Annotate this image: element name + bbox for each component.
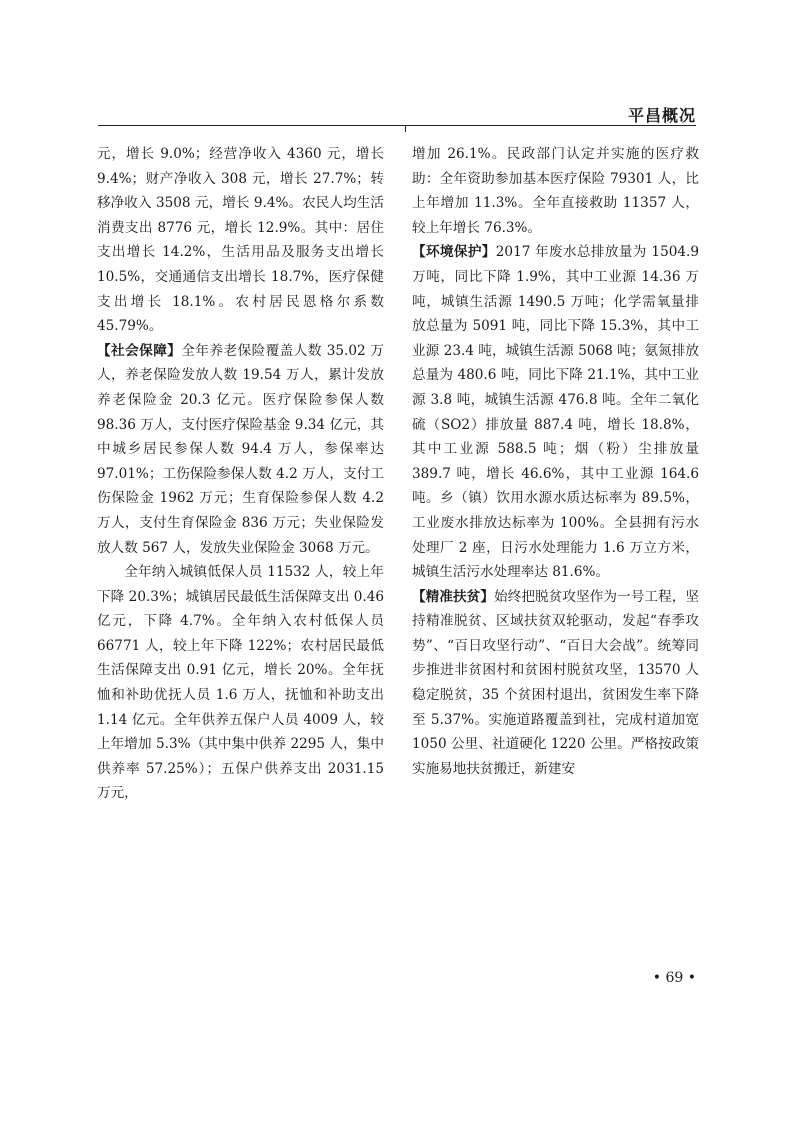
social-security-text: 全年养老保险覆盖人数 35.02 万人，养老保险发放人数 19.54 万人，累计发放养老保险金 20.3 亿元。医疗保险参保人数 98.36 万人，支付医疗保险基金 9.34 亿元，其中城乡居民参保人数 94.4 万人，参保率达 97.01%；工伤保险参保人数 4.2 万人，支付工伤保险金 1962 万元；生育保险参保人数 4.2 万人，支付生育保险金 836 万元；失业保险发放人数 567 人，发放失业保险金 3068 万元。 xyxy=(97,342,384,556)
page-number: • 69 • xyxy=(652,970,696,986)
poverty-alleviation-paragraph xyxy=(412,585,699,782)
environment-paragraph xyxy=(412,240,699,584)
environment-heading: 【环境保护】 xyxy=(412,244,496,261)
social-security-paragraph xyxy=(97,339,384,560)
header-rule xyxy=(98,125,696,126)
poverty-alleviation-text: 始终把脱贫攻坚作为一号工程，坚持精准脱贫、区域扶贫双轮驱动，发起“春季攻势”、“百日攻坚行动”、“百日大会战”。统筹同步推进非贫困村和贫困村脱贫攻坚，13570 人稳定脱贫，35 个贫困村退出，贫困发生率下降至 5.37%。实施道路覆盖到社，完成村道加宽 1050 公里、社道硬化 1220 公里。严格按政策实施易地扶贫搬迁，新建安 xyxy=(412,588,700,777)
minimum-living-paragraph: 全年纳入城镇低保人员 11532 人，较上年下降 20.3%；城镇居民最低生活保障支出 0.46 亿元，下降 4.7%。全年纳入农村低保人员 66771 人，较上年下降 122%；农村居民最低生活保障支出 0.91 亿元，增长 20%。全年抚恤和补助优抚人员 1.6 万人，抚恤和补助支出 1.14 亿元。全年供养五保户人员 4009 人，较上年增加 5.3%（其中集中供养 2295 人，集中供养率 57.25%）；五保户供养支出 2031.15 万元， xyxy=(97,564,384,802)
running-header-title: 平昌概况 xyxy=(627,106,696,125)
social-security-heading: 【社会保障】 xyxy=(97,342,182,359)
medical-aid-paragraph: 增加 26.1%。民政部门认定并实施的医疗救助：全年资助参加基本医疗保险 79301 人，比上年增加 11.3%。全年直接救助 11357 人，较上年增长 76.3%。 xyxy=(412,146,699,236)
right-column xyxy=(412,142,699,781)
poverty-alleviation-heading: 【精准扶贫】 xyxy=(412,588,495,605)
income-paragraph: 元，增长 9.0%；经营净收入 4360 元，增长 9.4%；财产净收入 308 元，增长 27.7%；转移净收入 3508 元，增长 9.4%。农民人均生活消费支出 8776 元，增长 12.9%。其中：居住支出增长 14.2%，生活用品及服务支出增长 10.5%，交通通信支出增长 18.7%，医疗保健支出增长 18.1%。农村居民恩格尔系数 45.79%。 xyxy=(97,146,384,335)
left-column xyxy=(97,142,384,806)
column-divider-tick xyxy=(405,125,406,132)
environment-text: 2017 年废水总排放量为 1504.9 万吨，同比下降 1.9%，其中工业源 14.36 万吨，城镇生活源 1490.5 万吨；化学需氧量排放总量为 5091 吨，同比下降 15.3%，其中工业源 23.4 吨，城镇生活源 5068 吨；氨氮排放总量为 480.6 吨，同比下降 21.1%，其中工业源 3.8 吨，城镇生活源 476.8 吨。全年二氧化硫（SO2）排放量 887.4 吨，增长 18.8%，其中工业源 588.5 吨；烟（粉）尘排放量 389.7 吨，增长 46.6%，其中工业源 164.6 吨。乡（镇）饮用水源水质达标率为 89.5%，工业废水排放达标率为 100%。全县拥有污水处理厂 2 座，日污水处理能力 1.6 万立方米，城镇生活污水处理率达 81.6%。 xyxy=(412,244,699,581)
